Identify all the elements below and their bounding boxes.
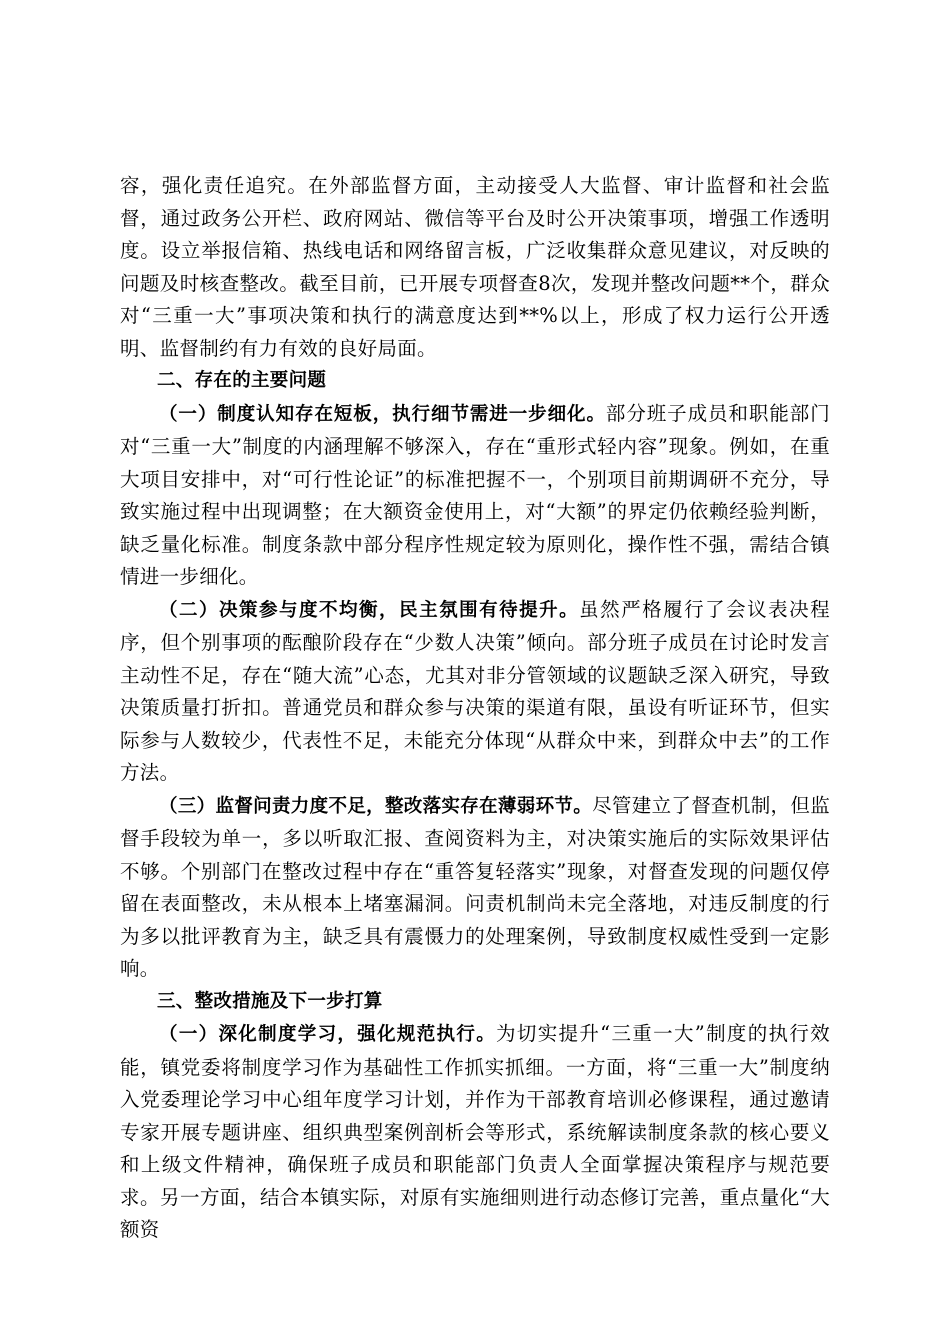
section-heading-problems: 二、存在的主要问题 bbox=[157, 370, 327, 391]
document-page bbox=[120, 170, 830, 1247]
problem-paragraph-3 bbox=[120, 790, 830, 986]
problem-body-1: 部分班子成员和职能部门对“三重一大”制度的内涵理解不够深入，存在“重形式轻内容”现象。例如，在重大项目安排中，对“可行性论证”的标准把握不一，个别项目前期调研不充分，导致实施过程中出现调整；在大额资金使用上，对“大额”的界定仍依赖经验判断，缺乏量化标准。制度条款中部分程序性规定较为原则化，操作性不强，需结合镇情进一步细化。 bbox=[120, 401, 830, 588]
measure-paragraph-1 bbox=[120, 1018, 830, 1247]
problem-body-3: 尽管建立了督查机制，但监督手段较为单一，多以听取汇报、查阅资料为主，对决策实施后的实际效果评估不够。个别部门在整改过程中存在“重答复轻落实”现象，对督查发现的问题仅停留在表面整改，未从根本上堵塞漏洞。问责机制尚未完全落地，对违反制度的行为多以批评教育为主，缺乏具有震慑力的处理案例，导致制度权威性受到一定影响。 bbox=[120, 793, 830, 980]
measure-body-1: 为切实提升“三重一大”制度的执行效能，镇党委将制度学习作为基础性工作抓实抓细。一方面，将“三重一大”制度纳入党委理论学习中心组年度学习计划，并作为干部教育培训必修课程，通过邀请专家开展专题讲座、组织典型案例剖析会等形式，系统解读制度条款的核心要义和上级文件精神，确保班子成员和职能部门负责人全面掌握决策程序与规范要求。另一方面，结合本镇实际，对原有实施细则进行动态修订完善，重点量化“大额资 bbox=[120, 1022, 830, 1241]
problem-lead-2: （二）决策参与度不均衡，民主氛围有待提升。 bbox=[159, 599, 580, 621]
problem-paragraph-1 bbox=[120, 398, 830, 594]
problem-body-2: 虽然严格履行了会议表决程序，但个别事项的酝酿阶段存在“少数人决策”倾向。部分班子成员在讨论时发言主动性不足，存在“随大流”心态，尤其对非分管领域的议题缺乏深入研究，导致决策质量打折扣。普通党员和群众参与决策的渠道有限，虽设有听证环节，但实际参与人数较少，代表性不足，未能充分体现“从群众中来，到群众中去”的工作方法。 bbox=[120, 597, 830, 784]
problem-lead-3: （三）监督问责力度不足，整改落实存在薄弱环节。 bbox=[159, 795, 593, 817]
measure-lead-1: （一）深化制度学习，强化规范执行。 bbox=[159, 1024, 497, 1045]
continuation-paragraph: 容，强化责任追究。在外部监督方面，主动接受人大监督、审计监督和社会监督，通过政务公开栏、政府网站、微信等平台及时公开决策事项，增强工作透明度。设立举报信箱、热线电话和网络留言板，广泛收集群众意见建议，对反映的问题及时核查整改。截至目前，已开展专项督查8次，发现并整改问题**个，群众对“三重一大”事项决策和执行的满意度达到**%以上，形成了权力运行公开透明、监督制约有力有效的良好局面。 bbox=[120, 174, 830, 360]
problem-paragraph-2 bbox=[120, 594, 830, 790]
section-heading-measures: 三、整改措施及下一步打算 bbox=[157, 990, 383, 1012]
problem-lead-1: （一）制度认知存在短板，执行细节需进一步细化。 bbox=[159, 403, 606, 425]
